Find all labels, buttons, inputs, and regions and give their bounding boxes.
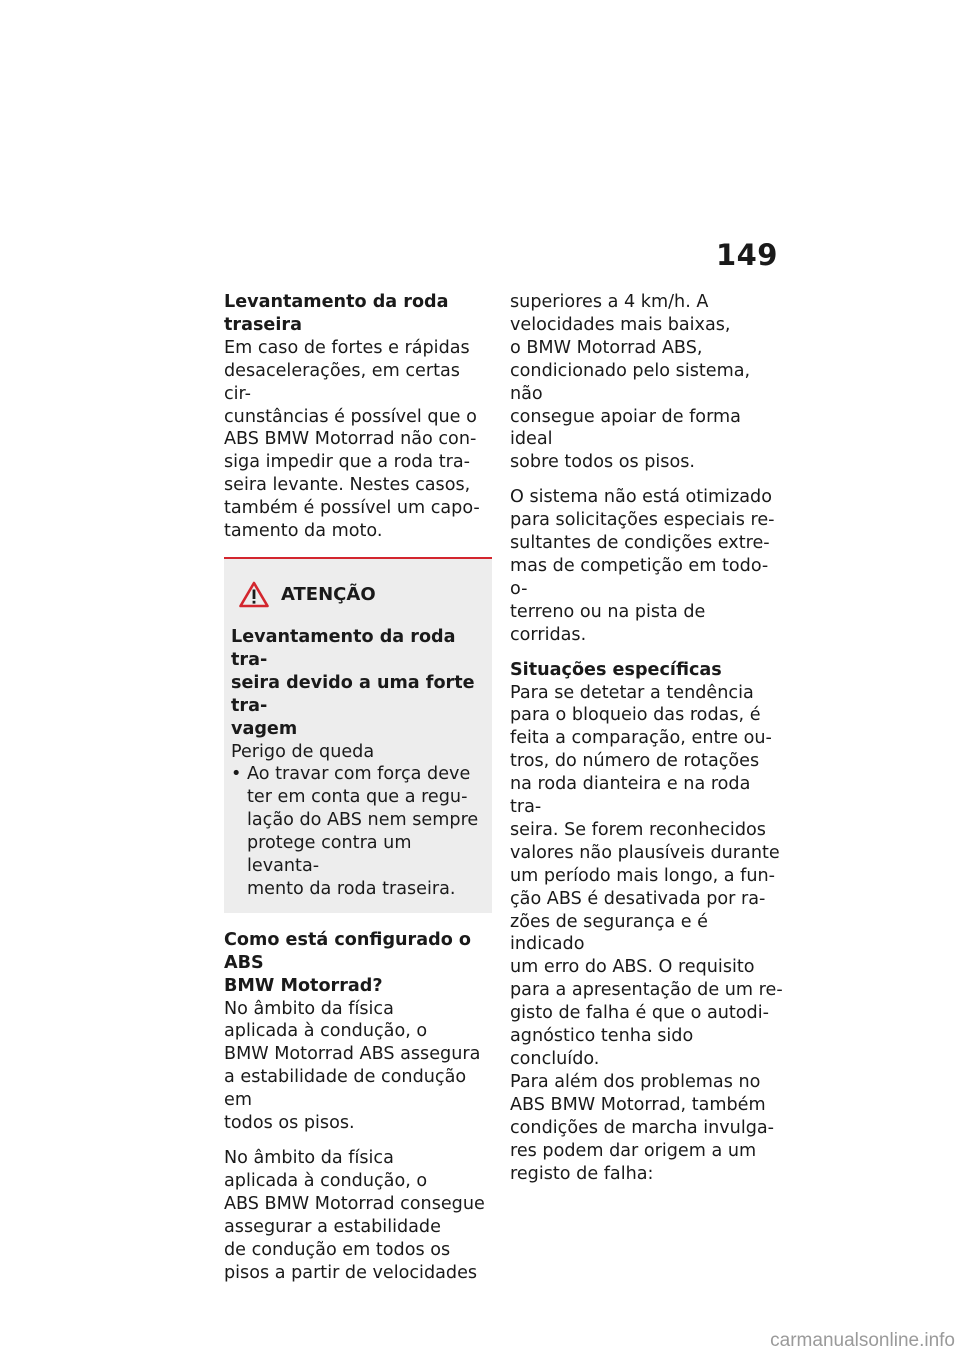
warning-label: ATENÇÃO [281,583,376,605]
paragraph: Para se detetar a tendência para o bloqueio das rodas, é feita a comparação, entre ou- tros, do número de rotações na roda dianteira e na roda tra- seira. Se forem reconhecidos valores não plausíveis durante um período mais longo, a fun- ção ABS é desativada por ra- zões de segurança e é indicado um erro do ABS. O requisito para a apresentação de um re- gisto de falha é que o autodi- agnóstico tenha sido concluído. Para além dos problemas no ABS BMW Motorrad, também condições de marcha invulga- res podem dar origem a um registo de falha: [510,682,783,1184]
paragraph: superiores a 4 km/h. A velocidades mais baixas, o BMW Motorrad ABS, condicionado pelo sistema, não consegue apoiar de forma ideal sobre todos os pisos. [510,292,751,473]
right-column [510,291,786,1185]
left-column [224,291,492,1284]
paragraph: O sistema não está otimizado para solicitações especiais re- sultantes de condições extre- mas de competição em todo-o- terreno ou na pista de corridas. [510,487,775,645]
warning-bullet: • Ao travar com força deve ter em conta que a regu- lação do ABS nem sempre protege contra um levanta- mento da roda traseira. [231,764,479,899]
warning-hazard: Perigo de queda [231,741,375,762]
watermark: carmanualsonline.info [770,1330,955,1351]
section-heading: Situações específicas [510,659,722,680]
paragraph: No âmbito da física aplicada à condução, o ABS BMW Motorrad consegue assegurar a estabilidade de condução em todos os pisos a partir de velocidades [224,1148,485,1283]
bullet-marker: • [231,764,242,785]
warning-header [239,581,484,608]
section-heading: Levantamento da roda traseira [224,292,449,335]
paragraph: Em caso de fortes e rápidas desacelerações, em certas cir- cunstâncias é possível que o ABS BMW Motorrad não con- siga impedir que a roda tra- seira levante. Nestes casos, também é possível um capo- tamento da moto. [224,337,480,542]
page-number: 149 [715,238,778,272]
warning-triangle-icon [239,581,269,608]
warning-title: Levantamento da roda tra- seira devido a uma forte tra- vagem [231,626,475,739]
section-heading: Como está configurado o ABS BMW Motorrad? [224,929,471,996]
paragraph: No âmbito da física aplicada à condução, o BMW Motorrad ABS assegura a estabilidade de condução em todos os pisos. [224,998,481,1134]
warning-box [224,557,492,913]
